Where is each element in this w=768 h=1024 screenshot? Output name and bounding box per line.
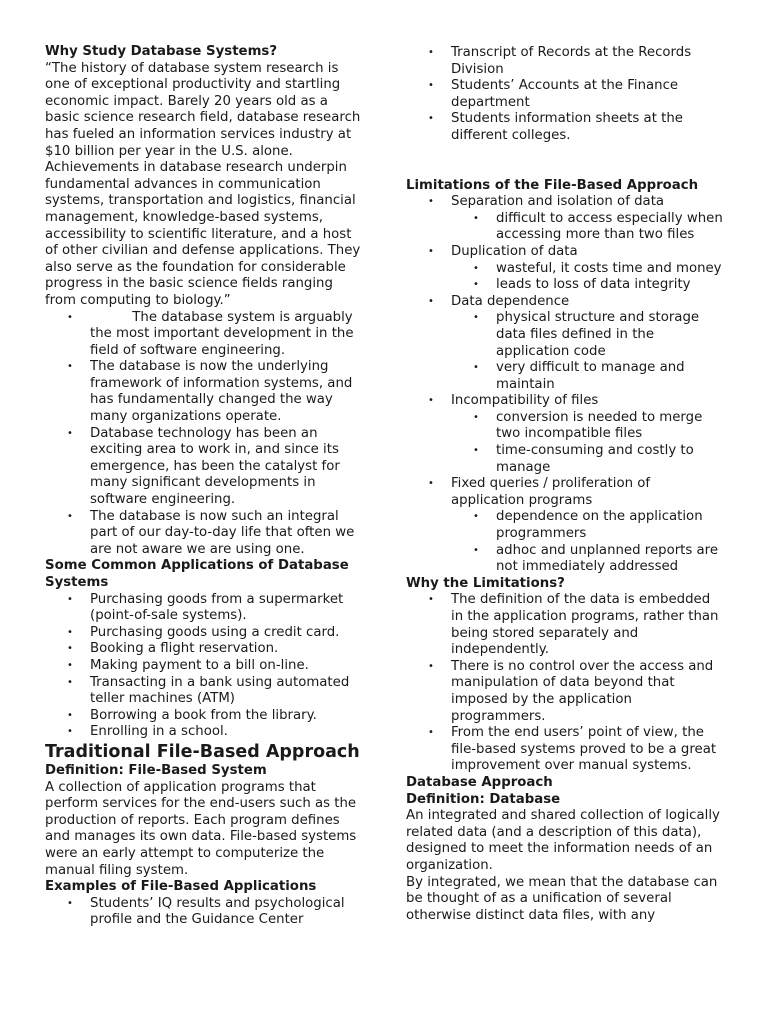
left-column: [45, 44, 363, 929]
applications-heading: Some Common Applications of Database Systems: [45, 558, 349, 590]
why-bullets: [45, 310, 363, 559]
database-approach-heading: Database Approach: [406, 774, 553, 790]
traditional-file-based-heading: Traditional File-Based Approach: [45, 741, 360, 762]
list-item: • The database system is arguably the most important development in the field of software engineering.: [45, 310, 363, 360]
list-item: • Purchasing goods using a credit card.: [45, 625, 363, 642]
sub-list-item: • difficult to access especially when accessing more than two files: [451, 211, 724, 244]
examples-bullets: [45, 896, 363, 929]
limitation-label: Data dependence: [451, 293, 570, 309]
sub-list-item: • dependence on the application programmers: [451, 509, 724, 542]
list-item: • The database is now the underlying framework of information systems, and has fundamentally changed the way many organizations operate.: [45, 359, 363, 425]
list-item: • Transacting in a bank using automated teller machines (ATM): [45, 675, 363, 708]
list-item: • Enrolling in a school.: [45, 724, 363, 741]
definition-paragraph: A collection of application programs that perform services for the end-users such as the production of reports. Each program defines and manages its own data. File-based systems were an early attempt to computerize the manual filing system.: [45, 779, 357, 878]
list-item: • Students’ Accounts at the Finance department: [406, 78, 724, 111]
examples-heading: Examples of File-Based Applications: [45, 879, 317, 895]
limitation-label: Fixed queries / proliferation of application programs: [451, 476, 651, 508]
sub-list-item: • adhoc and unplanned reports are not immediately addressed: [451, 543, 724, 576]
sub-list: [451, 211, 724, 244]
limitations-list: [406, 194, 724, 576]
spacer: [406, 145, 724, 178]
right-column: [406, 45, 724, 924]
list-item: • Database technology has been an exciting area to work in, and since its emergence, has been the catalyst for many significant developments in software engineering.: [45, 426, 363, 509]
list-item: [406, 244, 724, 294]
list-item: [406, 393, 724, 476]
applications-bullets: [45, 592, 363, 741]
why-limitations-heading: Why the Limitations?: [406, 575, 565, 591]
examples-continued-bullets: [406, 45, 724, 145]
limitation-label: Duplication of data: [451, 243, 578, 259]
database-definition-paragraph: An integrated and shared collection of logically related data (and a description of this data), designed to meet the information needs of an organization.: [406, 808, 720, 873]
list-item: • Students’ IQ results and psychological profile and the Guidance Center: [45, 896, 363, 929]
list-item: • From the end users’ point of view, the file-based systems proved to be a great improvement over manual systems.: [406, 725, 724, 775]
list-item: • Students information sheets at the different colleges.: [406, 111, 724, 144]
limitation-label: Separation and isolation of data: [451, 194, 665, 210]
list-item: [406, 294, 724, 394]
why-limitations-bullets: [406, 592, 724, 775]
sub-list: [451, 310, 724, 393]
definition-database-heading: Definition: Database: [406, 791, 561, 807]
list-item: • Making payment to a bill on-line.: [45, 658, 363, 675]
list-item: • Purchasing goods from a supermarket (point-of-sale systems).: [45, 592, 363, 625]
sub-list-item: • leads to loss of data integrity: [451, 277, 724, 294]
sub-list-item: • very difficult to manage and maintain: [451, 360, 724, 393]
list-item: [406, 194, 724, 244]
list-item: [406, 476, 724, 576]
list-item: • Booking a flight reservation.: [45, 641, 363, 658]
list-item: • Transcript of Records at the Records Division: [406, 45, 724, 78]
why-study-heading: Why Study Database Systems?: [45, 44, 278, 59]
sub-list-item: • physical structure and storage data files defined in the application code: [451, 310, 724, 360]
sub-list: [451, 261, 724, 294]
list-item: • The database is now such an integral part of our day-to-day life that often we are not aware we are using one.: [45, 509, 363, 559]
sub-list-item: • conversion is needed to merge two incompatible files: [451, 410, 724, 443]
quote-paragraph: “The history of database system research is one of exceptional productivity and startling economic impact. Barely 20 years old as a basic science research field, database research has fueled an information services industry at $10 billion per year in the U.S. alone. Achievements in database research underpin fundamental advances in communication systems, transportation and logistics, financial management, knowledge-based systems, accessibility to scientific literature, and a host of other civilian and defense applications. They also serve as the foundation for considerable progress in the basic science fields ranging from computing to biology.”: [45, 60, 361, 308]
list-item: • Borrowing a book from the library.: [45, 708, 363, 725]
limitation-label: Incompatibility of files: [451, 393, 599, 409]
definition-file-based-heading: Definition: File-Based System: [45, 762, 267, 778]
limitations-heading: Limitations of the File-Based Approach: [406, 177, 699, 193]
sub-list: [451, 410, 724, 476]
sub-list-item: • time-consuming and costly to manage: [451, 443, 724, 476]
integrated-paragraph: By integrated, we mean that the database can be thought of as a unification of several otherwise distinct data files, with any: [406, 874, 718, 923]
sub-list-item: • wasteful, it costs time and money: [451, 261, 724, 278]
list-item: • The definition of the data is embedded in the application programs, rather than being stored separately and independently.: [406, 592, 724, 658]
sub-list: [451, 509, 724, 575]
list-item: • There is no control over the access and manipulation of data beyond that imposed by the application programmers.: [406, 659, 724, 725]
